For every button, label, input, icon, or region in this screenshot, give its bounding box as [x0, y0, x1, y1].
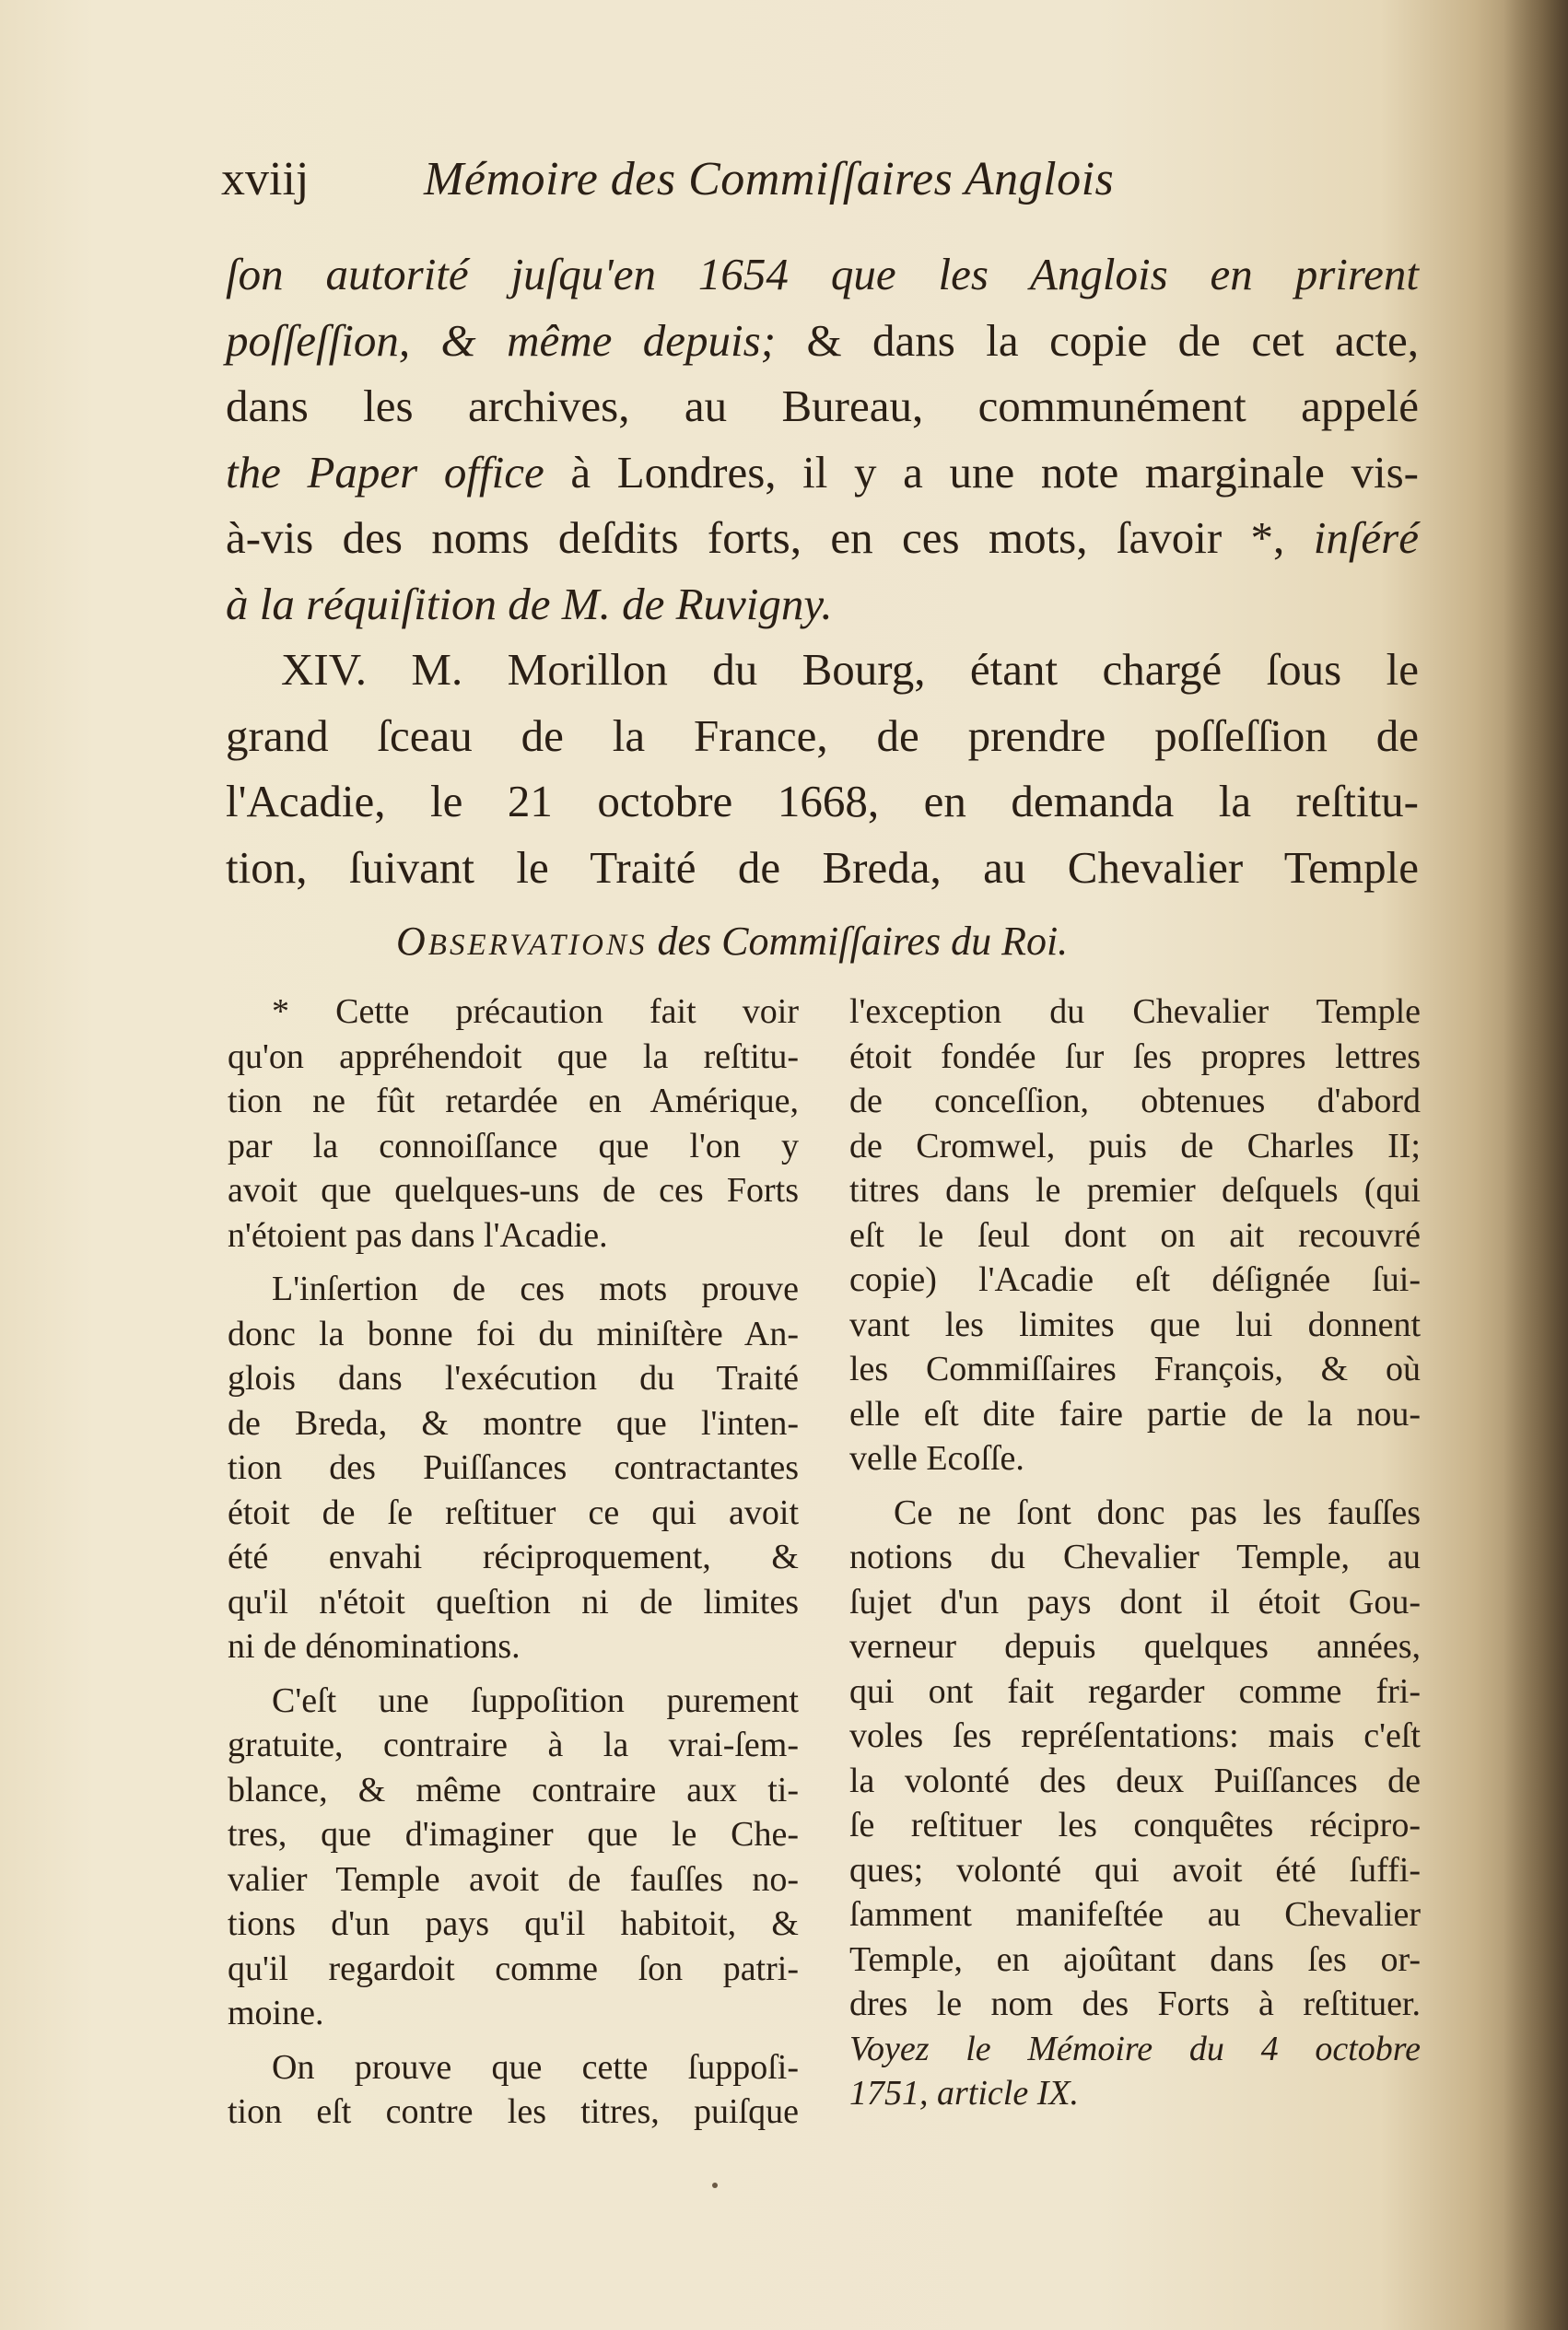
text-segment: à-vis des noms deſdits forts, en ces mots, ſavoir *,: [226, 512, 1314, 563]
right-column-line: ſujet d'un pays dont il étoit Gou-: [849, 1582, 1421, 1622]
observations-heading: [396, 918, 1225, 973]
right-column-line: copie) l'Acadie eſt déſignée ſui-: [849, 1260, 1421, 1299]
right-column-line: les Commiſſaires François, & où: [849, 1350, 1421, 1388]
right-column-line: notions du Chevalier Temple, au: [849, 1538, 1421, 1576]
left-column-line: * Cette précaution fait voir: [272, 992, 799, 1031]
right-column-line: Temple, en ajoûtant dans ſes or-: [849, 1939, 1421, 1979]
left-column-line: glois dans l'exécution du Traité: [228, 1359, 799, 1398]
right-column-line: de Cromwel, puis de Charles II;: [849, 1126, 1421, 1165]
left-column-line: moine.: [228, 1994, 324, 2032]
right-column-line: vant les limites que lui donnent: [849, 1305, 1421, 1344]
main-text-line: [226, 308, 1419, 374]
main-text-line: l'Acadie, le 21 octobre 1668, en demanda la reſtitu-: [226, 776, 1419, 826]
main-text-line: [226, 439, 1419, 506]
left-column-line: tres, que d'imaginer que le Che-: [228, 1815, 799, 1854]
page-blemish: [712, 2183, 718, 2188]
left-column-line: tions d'un pays qu'il habitoit, &: [228, 1904, 799, 1943]
right-column-line: la volonté des deux Puiſſances de: [849, 1761, 1421, 1800]
left-column-line: étoit de ſe reſtituer ce qui avoit: [228, 1493, 799, 1532]
left-column-line: de Breda, & montre que l'inten-: [228, 1403, 799, 1443]
page-header: [221, 152, 1281, 217]
right-column-line: ques; volonté qui avoit été ſuffi-: [849, 1850, 1421, 1890]
left-column-line: L'inſertion de ces mots prouve: [272, 1270, 799, 1308]
right-column-line: Ce ne ſont donc pas les fauſſes: [894, 1493, 1421, 1532]
text-segment: & dans la copie de cet acte,: [776, 314, 1419, 366]
left-column-line: valier Temple avoit de fauſſes no-: [228, 1859, 799, 1899]
text-segment: à Londres, il y a une note marginale vis-: [544, 446, 1419, 498]
right-column-line: ſe reſtituer les conquêtes récipro-: [849, 1806, 1421, 1844]
right-column-line: voles ſes repréſentations: mais c'eſt: [849, 1716, 1421, 1755]
right-column-line: dres le nom des Forts à reſtituer.: [849, 1985, 1421, 2023]
left-column-line: avoit que quelques-uns de ces Forts: [228, 1171, 799, 1210]
left-column-line: blance, & même contraire aux ti-: [228, 1770, 799, 1809]
right-column-line: titres dans le premier deſquels (qui: [849, 1171, 1421, 1210]
observations-heading-smallcaps: OBSERVATIONS: [396, 919, 648, 964]
left-column-line: par la connoiſſance que l'on y: [228, 1126, 799, 1165]
left-column-line: ni de dénominations.: [228, 1627, 521, 1666]
right-column-line: eſt le ſeul dont on ait recouvré: [849, 1215, 1421, 1255]
observations-heading-rest: des Commiſſaires du Roi.: [647, 919, 1069, 964]
observations-left-column: [228, 989, 799, 2135]
left-column-line: qu'il n'étoit queſtion ni de limites: [228, 1582, 799, 1622]
left-column-line: n'étoient pas dans l'Acadie.: [228, 1215, 608, 1255]
main-text-line: tion, ſuivant le Traité de Breda, au Chevalier Temple: [226, 841, 1419, 893]
running-title: Mémoire des Commiſſaires Anglois: [424, 153, 1115, 205]
page-number: xviij: [221, 153, 310, 205]
right-column-line: 1751, article IX.: [849, 2074, 1080, 2113]
left-column-line: tion des Puiſſances contractantes: [228, 1448, 799, 1487]
right-column-line: de conceſſion, obtenues d'abord: [849, 1082, 1421, 1120]
right-column-line: étoit fondée ſur ſes propres lettres: [849, 1036, 1421, 1076]
main-text-line: dans les archives, au Bureau, communément appelé: [226, 381, 1419, 431]
left-column-line: été envahi réciproquement, &: [228, 1538, 799, 1576]
left-column-line: donc la bonne foi du miniſtère An-: [228, 1314, 799, 1353]
left-column-line: C'eſt une ſuppoſition purement: [272, 1680, 799, 1720]
main-text-line: [226, 505, 1419, 571]
right-column-line: velle Ecoſſe.: [849, 1439, 1024, 1478]
right-column-line: l'exception du Chevalier Temple: [849, 992, 1421, 1031]
main-text-line: à la réquiſition de M. de Ruvigny.: [226, 578, 833, 629]
main-text-line: ſon autorité juſqu'en 1654 que les Anglois en prirent: [226, 249, 1419, 299]
main-text: [226, 241, 1419, 900]
left-column-line: On prouve que cette ſuppoſi-: [272, 2047, 799, 2087]
main-text-line: XIV. M. Morillon du Bourg, étant chargé ſous le: [281, 644, 1419, 695]
text-segment: inſéré: [1313, 512, 1419, 563]
left-column-line: qu'il regardoit comme ſon patri-: [228, 1949, 799, 1988]
observations-right-column: [849, 989, 1421, 2116]
left-column-line: qu'on appréhendoit que la reſtitu-: [228, 1036, 799, 1076]
left-column-line: gratuite, contraire à la vrai-ſem-: [228, 1726, 799, 1764]
right-column-line: elle eſt dite faire partie de la nou-: [849, 1394, 1421, 1434]
right-column-line: Voyez le Mémoire du 4 octobre: [849, 2029, 1421, 2068]
text-segment: poſſeſſion, & même depuis;: [226, 314, 777, 366]
left-column-line: tion ne fût retardée en Amérique,: [228, 1082, 799, 1120]
main-text-line: grand ſceau de la France, de prendre poſſeſſion de: [226, 709, 1419, 761]
right-column-line: qui ont fait regarder comme fri-: [849, 1671, 1421, 1711]
text-segment: the Paper office: [226, 446, 544, 498]
right-column-line: verneur depuis quelques années,: [849, 1627, 1421, 1666]
left-column-line: tion eſt contre les titres, puiſque: [228, 2092, 799, 2131]
right-column-line: ſamment manifeſtée au Chevalier: [849, 1895, 1421, 1934]
